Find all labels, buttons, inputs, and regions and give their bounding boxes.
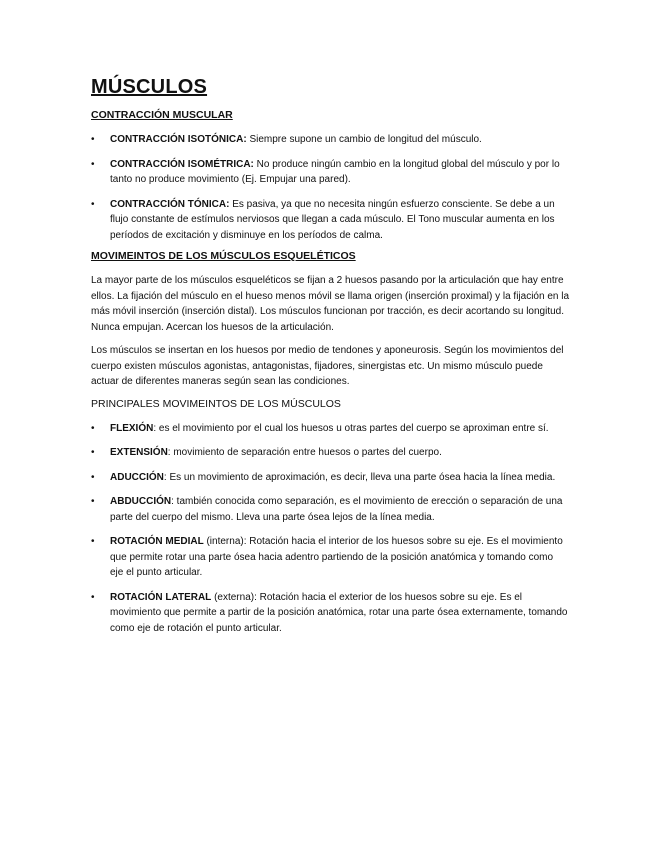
- list-item-term: ABDUCCIÓN: [110, 496, 172, 507]
- list-item: [91, 197, 569, 244]
- list-item-term: ROTACIÓN LATERAL: [110, 591, 212, 603]
- list-item: [91, 157, 569, 188]
- list-item-term: ROTACIÓN MEDIAL: [110, 536, 204, 547]
- list-item: [91, 470, 569, 486]
- section-heading-principales: PRINCIPALES MOVIMEINTOS DE LOS MÚSCULOS: [91, 397, 341, 410]
- list-item: [91, 421, 569, 437]
- bullet-icon: •: [91, 198, 95, 210]
- list-item-text: (interna): Rotación hacia el interior de los huesos sobre su eje. Es el movimiento que permite rotar una parte ósea hacia adentro partiendo de la posición anatómica y tomando como eje el punto articular.: [110, 536, 563, 578]
- list-item-text: : también conocida como separación, es el movimiento de erección o separación de una parte del cuerpo del mismo. Lleva una parte ósea lejos de la línea media.: [110, 496, 563, 523]
- bullet-icon: •: [91, 496, 95, 507]
- movements-list: [91, 421, 569, 637]
- list-item-text: No produce ningún cambio en la longitud global del músculo y por lo tanto no produce movimiento (Ej. Empujar una pared).: [110, 158, 560, 185]
- list-item-term: CONTRACCIÓN ISOMÉTRICA:: [110, 158, 254, 170]
- section-heading-movimientos: MOVIMEINTOS DE LOS MÚSCULOS ESQUELÉTICOS: [91, 250, 356, 262]
- list-item: [91, 132, 569, 148]
- bullet-icon: •: [91, 134, 95, 145]
- bullet-icon: •: [91, 422, 95, 434]
- bullet-icon: •: [91, 536, 95, 547]
- list-item-text: Es pasiva, ya que no necesita ningún esfuerzo consciente. Se debe a un flujo constante de estímulos nerviosos que llegan a cada músculo. El Tono muscular aumenta en los períodos de excitación y disminuye en los períodos de calma.: [110, 198, 555, 241]
- list-item: [91, 534, 569, 581]
- bullet-icon: •: [91, 591, 95, 603]
- page-title: MÚSCULOS: [91, 76, 208, 98]
- document-page: [91, 76, 569, 645]
- list-item-term: ADUCCIÓN: [110, 471, 164, 483]
- list-item-term: FLEXIÓN: [110, 422, 154, 434]
- list-item-text: : movimiento de separación entre huesos o partes del cuerpo.: [167, 447, 442, 458]
- paragraph: Los músculos se insertan en los huesos por medio de tendones y aponeurosis. Según los movimientos del cuerpo existen músculos agonistas, antagonistas, fijadores, sinergistas etc. Un mismo músculo puede actuar de diferentes maneras según sean las condiciones.: [91, 345, 564, 387]
- list-item-term: EXTENSIÓN: [110, 447, 168, 458]
- bullet-icon: •: [91, 471, 95, 483]
- contraction-list: [91, 132, 569, 243]
- list-item: [91, 590, 569, 637]
- list-item-term: CONTRACCIÓN ISOTÓNICA:: [110, 134, 247, 145]
- list-item-text: : Es un movimiento de aproximación, es decir, lleva una parte ósea hacia la línea media.: [163, 471, 556, 483]
- paragraph: La mayor parte de los músculos esqueléticos se fijan a 2 huesos pasando por la articulación que hay entre ellos. La fijación del músculo en el hueso menos móvil se llama origen (inserción proximal) y la fijación en la más móvil inserción (inserción distal). Los músculos funcionan por tracción, es decir acortando su longitud. Nunca empujan. Acercan los huesos de la articulación.: [91, 275, 570, 333]
- list-item: [91, 494, 569, 525]
- list-item-text: : es el movimiento por el cual los huesos u otras partes del cuerpo se aproximan entre sí.: [153, 422, 549, 434]
- bullet-icon: •: [91, 158, 95, 170]
- list-item: [91, 445, 569, 461]
- bullet-icon: •: [91, 447, 95, 458]
- list-item-text: Siempre supone un cambio de longitud del músculo.: [246, 134, 482, 145]
- section-heading-contraccion: CONTRACCIÓN MUSCULAR: [91, 109, 233, 121]
- list-item-text: (externa): Rotación hacia el exterior de los huesos sobre su eje. Es el movimiento que permite a partir de la posición anatómica, rotar una parte ósea externamente, tomando como eje de rotación el punto articular.: [110, 591, 568, 634]
- list-item-term: CONTRACCIÓN TÓNICA:: [110, 198, 230, 210]
